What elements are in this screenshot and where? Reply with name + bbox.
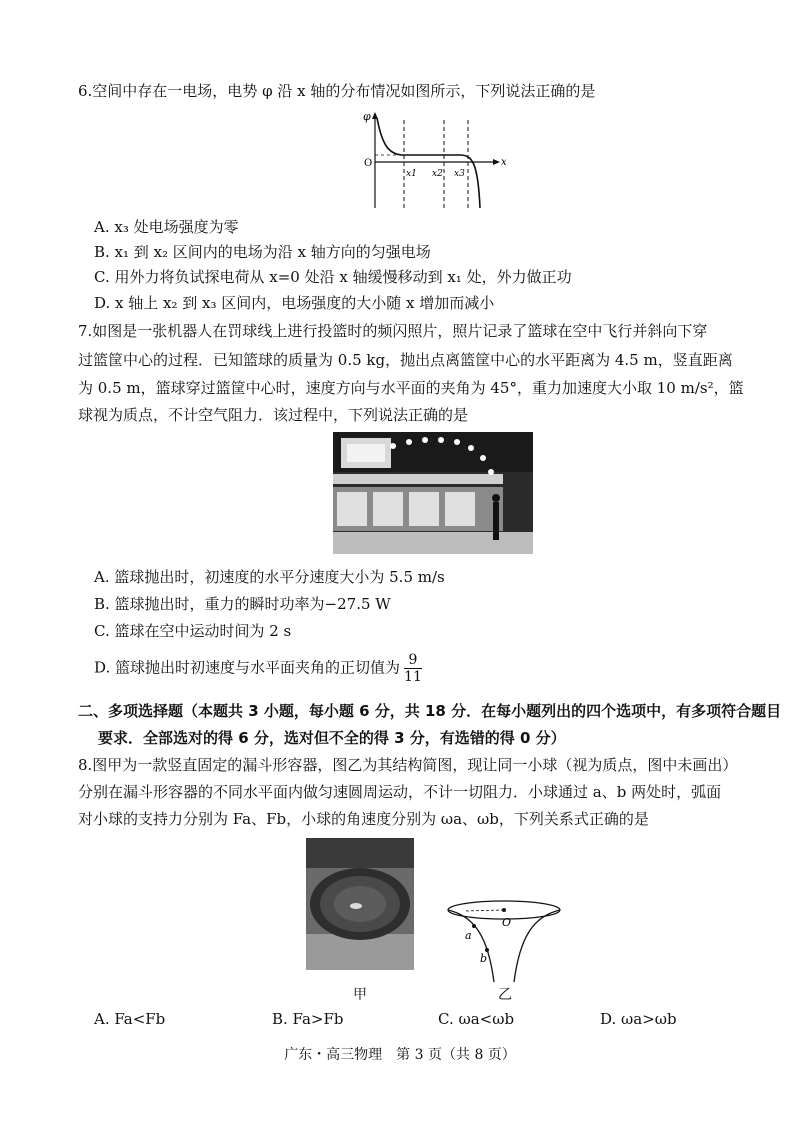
q7-stem-line-3: 为 0.5 m，篮球穿过篮筐中心时，速度方向与水平面的夹角为 45°，重力加速度大小取 10 m/s²，篮 [78,379,744,397]
q7-stem-line-4: 球视为质点，不计空气阻力．该过程中，下列说法正确的是 [78,406,469,424]
tick-x2: x2 [432,169,443,179]
caption-jia: 甲 [353,987,367,1003]
q7-option-d-text: D. 篮球抛出时初速度与水平面夹角的正切值为 [94,658,401,677]
q8-stem-line-3: 对小球的支持力分别为 Fa、Fb，小球的角速度分别为 ωa、ωb，下列关系式正确的是 [78,810,649,828]
q7-stem-line-1: 7.如图是一张机器人在罚球线上进行投篮时的频闪照片，照片记录了篮球在空中飞行并斜向下穿 [78,322,708,340]
q6-option-b: B. x₁ 到 x₂ 区间内的电场为沿 x 轴方向的匀强电场 [94,243,431,261]
q8-option-c: C. ωa<ωb [438,1010,515,1028]
q6-stem: 6.空间中存在一电场，电势 φ 沿 x 轴的分布情况如图所示，下列说法正确的是 [78,82,596,100]
q8-stem-line-2: 分别在漏斗形容器的不同水平面内做匀速圆周运动，不计一切阻力．小球通过 a、b 两处时，弧面 [78,783,722,801]
q7-basketball-photo [333,432,533,554]
q6-option-c: C. 用外力将负试探电荷从 x=0 处沿 x 轴缓慢移动到 x₁ 处，外力做正功 [94,268,572,286]
q7-option-d [94,652,422,685]
q7-option-b: B. 篮球抛出时，重力的瞬时功率为−27.5 W [94,595,391,613]
fraction-denominator: 11 [404,669,422,685]
origin-label: O [364,158,373,169]
label-b: b [480,952,488,965]
q8-funnel-photo [306,838,414,970]
tick-x3: x3 [454,169,465,179]
label-a: a [465,929,472,942]
phi-axis-label: φ [363,110,371,123]
q6-option-a: A. x₃ 处电场强度为零 [94,218,239,236]
fraction-numerator: 9 [404,652,422,669]
tick-x1: x1 [406,169,417,179]
q6-option-d: D. x 轴上 x₂ 到 x₃ 区间内，电场强度的大小随 x 增加而减小 [94,294,495,312]
x-axis-label: x [501,157,507,168]
caption-yi: 乙 [498,987,512,1003]
page-footer: 广东・高三物理 第 3 页（共 8 页） [284,1047,516,1063]
q7-option-c: C. 篮球在空中运动时间为 2 s [94,622,292,640]
section-2-heading-line-1: 二、多项选择题（本题共 3 小题，每小题 6 分，共 18 分．在每小题列出的四个选项中，有多项符合题目 [78,702,782,720]
q7-stem-line-2: 过篮筐中心的过程．已知篮球的质量为 0.5 kg，抛出点离篮筐中心的水平距离为 4.5 m，竖直距离 [78,351,733,369]
q6-potential-graph [360,110,510,210]
q8-option-d: D. ωa>ωb [600,1010,677,1028]
label-o: O [502,916,512,929]
q8-option-b: B. Fa>Fb [272,1010,344,1028]
q7-option-a: A. 篮球抛出时，初速度的水平分速度大小为 5.5 m/s [94,568,445,586]
q8-funnel-diagram [444,896,564,984]
q8-option-a: A. Fa<Fb [94,1010,166,1028]
q7-option-d-fraction [404,652,422,685]
section-2-heading-line-2: 要求．全部选对的得 6 分，选对但不全的得 3 分，有选错的得 0 分） [98,729,566,747]
q8-stem-line-1: 8.图甲为一款竖直固定的漏斗形容器，图乙为其结构简图，现让同一小球（视为质点，图中未画出） [78,756,738,774]
